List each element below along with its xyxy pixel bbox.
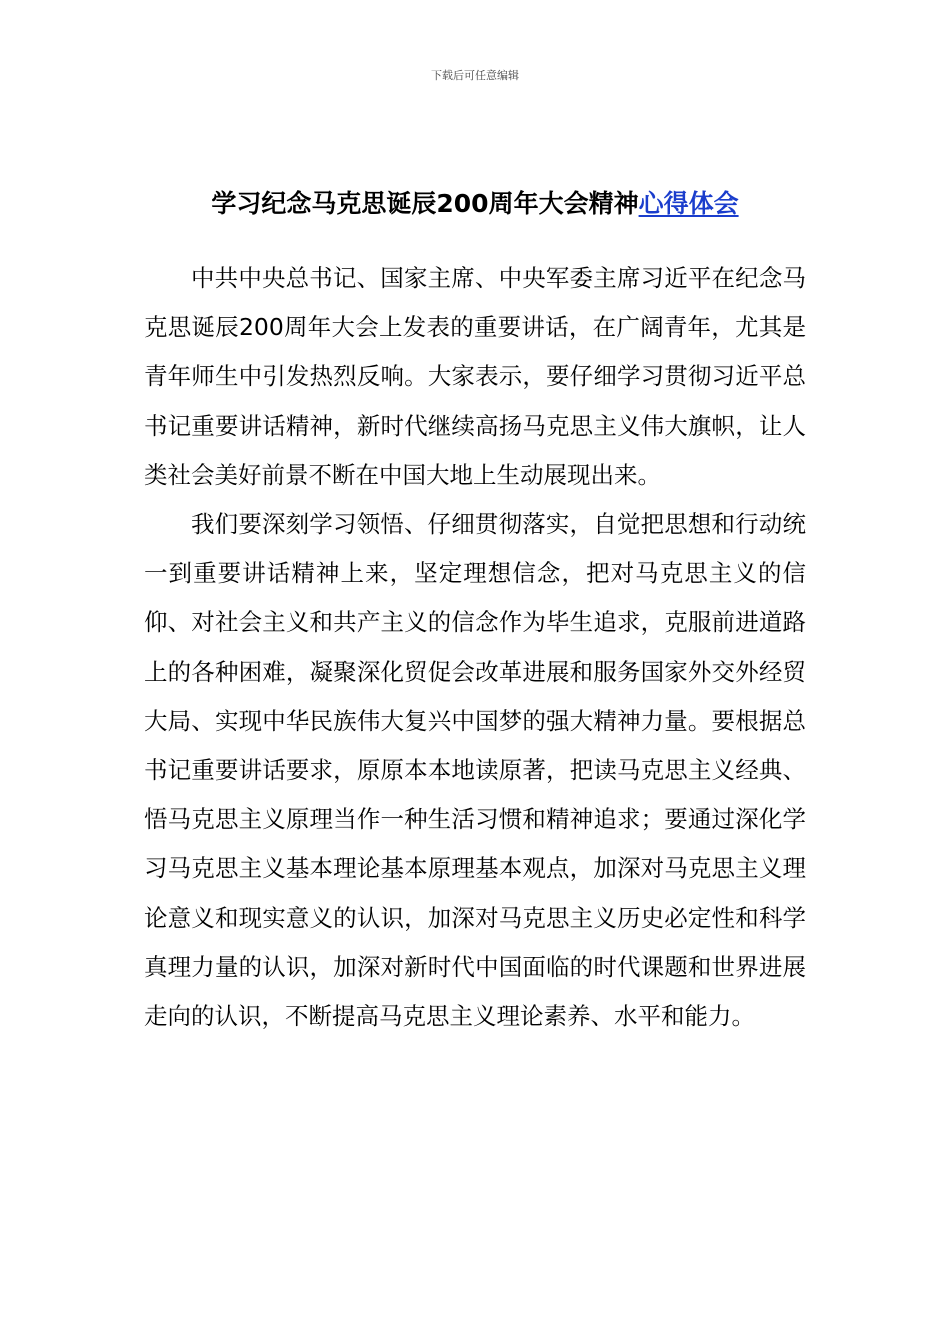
title-main-text: 学习纪念马克思诞辰200周年大会精神 [211,189,639,218]
title-link[interactable]: 心得体会 [638,189,739,218]
paragraph-1: 中共中央总书记、国家主席、中央军委主席习近平在纪念马克思诞辰200周年大会上发表的重要讲话，在广阔青年，尤其是青年师生中引发热烈反响。大家表示，要仔细学习贯彻习近平总书记重要讲话精神，新时代继续高扬马克思主义伟大旗帜，让人类社会美好前景不断在中国大地上生动展现出来。 [144,264,806,489]
document-body [144,254,806,1041]
document-title [0,184,950,220]
paragraph-2: 我们要深刻学习领悟、仔细贯彻落实，自觉把思想和行动统一到重要讲话精神上来，坚定理想信念，把对马克思主义的信仰、对社会主义和共产主义的信念作为毕生追求，克服前进道路上的各种困难，凝聚深化贸促会改革进展和服务国家外交外经贸大局、实现中华民族伟大复兴中国梦的强大精神力量。要根据总书记重要讲话要求，原原本本地读原著，把读马克思主义经典、悟马克思主义原理当作一种生活习惯和精神追求；要通过深化学习马克思主义基本理论基本原理基本观点，加深对马克思主义理论意义和现实意义的认识，加深对马克思主义历史必定性和科学真理力量的认识，加深对新时代中国面临的时代课题和世界进展走向的认识，不断提高马克思主义理论素养、水平和能力。 [144,510,806,1031]
header-note: 下载后可任意编辑 [431,69,519,82]
